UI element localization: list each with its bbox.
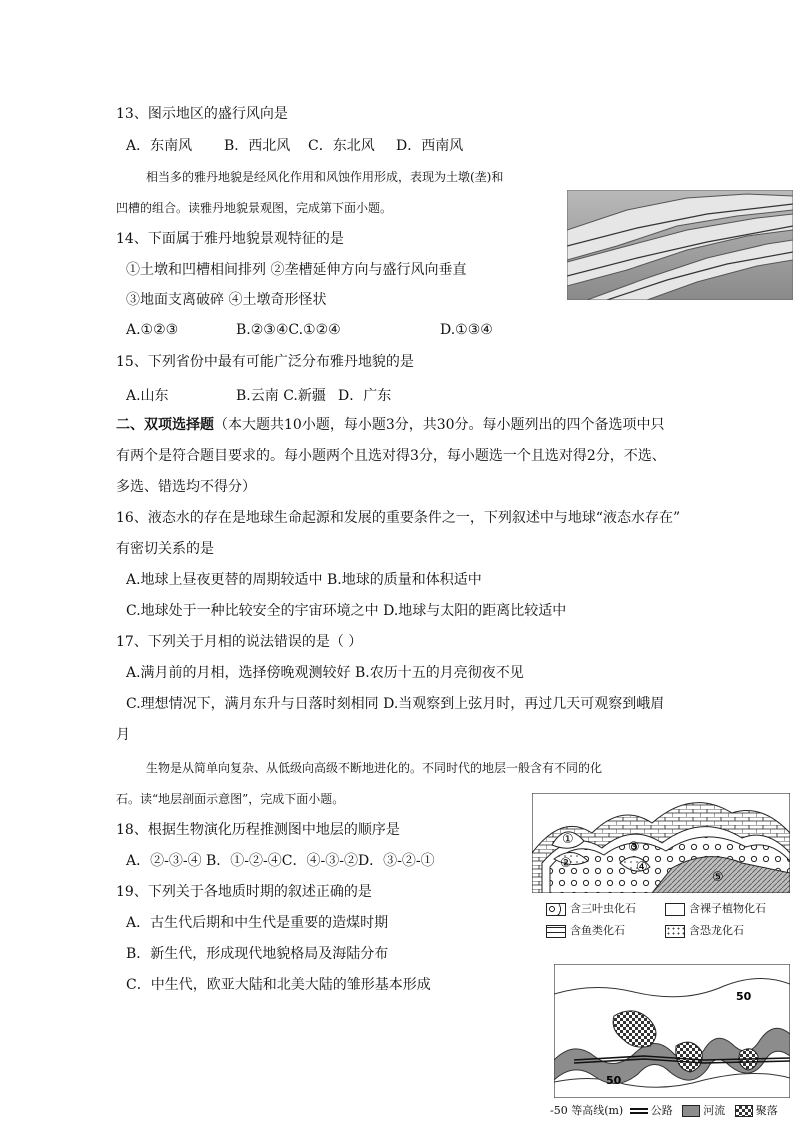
section2-line3: 多选、错选均不得分） — [116, 479, 256, 495]
q18-stem: 18、根据生物演化历程推测图中地层的顺序是 — [116, 822, 400, 838]
legend-settlement: 聚落 — [755, 1104, 778, 1117]
strata-cross-section-figure — [532, 793, 790, 893]
legend-road: 公路 — [650, 1104, 673, 1117]
fish-swatch-icon — [546, 925, 566, 938]
strata-layer-label-1: ① — [562, 832, 574, 847]
q15-stem: 15、下列省份中最有可能广泛分布雅丹地貌的是 — [116, 354, 414, 370]
q16-options-line1[interactable]: A.地球上昼夜更替的周期较适中 B.地球的质量和体积适中 — [126, 572, 482, 588]
section2-line2: 有两个是符合题目要求的。每小题两个且选对得3分，每小题选一个且选对得2分，不选、 — [116, 448, 666, 464]
q14-option-a[interactable]: A.①②③ — [126, 322, 179, 338]
section2-line1 — [116, 416, 665, 434]
yardang-landscape-photo — [567, 190, 793, 300]
strata-intro-line2: 石。读“地层剖面示意图”，完成下面小题。 — [116, 792, 345, 806]
river-swatch-icon — [682, 1105, 700, 1117]
q19-option-a[interactable]: A．古生代后期和中生代是重要的造煤时期 — [126, 915, 389, 931]
q19-option-c[interactable]: C．中生代，欧亚大陆和北美大陆的雏形基本形成 — [126, 977, 431, 993]
yardang-intro-line2: 凹槽的组合。读雅丹地貌景观图，完成第下面小题。 — [116, 201, 393, 215]
strata-layer-label-5: ⑤ — [712, 870, 724, 885]
q13-option-b[interactable]: B．西北风 — [224, 138, 291, 154]
q13-option-d[interactable]: D．西南风 — [396, 138, 464, 154]
q14-item-line2: ③地面支离破碎 ④土墩奇形怪状 — [126, 292, 327, 308]
legend-fish-label: 含鱼类化石 — [570, 924, 625, 937]
q16-stem-line2: 有密切关系的是 — [116, 541, 214, 557]
gymnosperm-swatch-icon — [665, 903, 685, 916]
q15-option-a[interactable]: A.山东 — [126, 388, 169, 404]
q17-stem: 17、下列关于月相的说法错误的是（ ） — [116, 634, 363, 650]
legend-gymnosperm — [665, 900, 766, 916]
river-settlement-map-figure — [554, 964, 790, 1098]
q14-stem: 14、下面属于雅丹地貌景观特征的是 — [116, 231, 344, 247]
legend-dinosaur-label: 含恐龙化石 — [689, 924, 744, 937]
yardang-intro-line1: 相当多的雅丹地貌是经风化作用和风蚀作用形成，表现为土墩(垄)和 — [146, 170, 504, 184]
q14-item-line1: ①土墩和凹槽相间排列 ②垄槽延伸方向与盛行风向垂直 — [126, 262, 467, 278]
strata-layer-label-4: ④ — [636, 860, 648, 875]
q15-option-bc[interactable]: B.云南 C.新疆 — [236, 388, 326, 404]
q16-stem-line1: 16、液态水的存在是地球生命起源和发展的重要条件之一，下列叙述中与地球“液态水存在” — [116, 510, 681, 526]
legend-trilobite — [546, 900, 636, 916]
strata-intro-line1: 生物是从简单向复杂、从低级向高级不断地进化的。不同时代的地层一般含有不同的化 — [146, 761, 603, 775]
legend-fish — [546, 922, 625, 938]
road-line-icon — [630, 1108, 648, 1114]
q17-options-line3: 月 — [116, 727, 130, 743]
legend-contour: -50 等高线(m) — [550, 1104, 624, 1117]
q14-option-d[interactable]: D.①③④ — [440, 322, 493, 338]
q13-stem: 13、图示地区的盛行风向是 — [116, 106, 288, 122]
q19-stem: 19、下列关于各地质时期的叙述正确的是 — [116, 884, 372, 900]
section2-line1-rest: （本大题共10小题，每小题3分，共30分。每小题列出的四个备选项中只 — [214, 417, 665, 433]
contour-label-bottom: 50 — [606, 1074, 622, 1087]
q16-options-line2[interactable]: C.地球处于一种比较安全的宇宙环境之中 D.地球与太阳的距离比较适中 — [126, 603, 567, 619]
section2-heading: 二、双项选择题 — [116, 417, 214, 433]
strata-layer-label-2: ② — [560, 856, 572, 871]
q17-options-line1[interactable]: A.满月前的月相，选择傍晚观测较好 B.农历十五的月亮彻夜不见 — [126, 665, 524, 681]
q19-option-b[interactable]: B．新生代，形成现代地貌格局及海陆分布 — [126, 946, 389, 962]
q15-option-d[interactable]: D．广东 — [338, 388, 392, 404]
q14-option-bc[interactable]: B.②③④C.①②④ — [236, 322, 341, 338]
legend-trilobite-label: 含三叶虫化石 — [570, 902, 636, 915]
strata-layer-label-3: ③ — [628, 840, 640, 855]
q17-options-line2[interactable]: C.理想情况下，满月东升与日落时刻相同 D.当观察到上弦月时，再过几天可观察到峨眉 — [126, 696, 665, 712]
q18-options[interactable]: A．②-③-④ B．①-②-④C．④-③-②D．③-②-① — [126, 853, 435, 869]
contour-label-top: 50 — [736, 990, 752, 1003]
map-legend — [550, 1102, 778, 1118]
trilobite-swatch-icon — [546, 903, 566, 916]
settlement-swatch-icon — [735, 1105, 753, 1117]
legend-dinosaur — [665, 922, 744, 938]
q13-option-a[interactable]: A．东南风 — [126, 138, 193, 154]
legend-river: 河流 — [703, 1104, 726, 1117]
q13-option-c[interactable]: C．东北风 — [308, 138, 375, 154]
dinosaur-swatch-icon — [665, 925, 685, 938]
legend-gymnosperm-label: 含裸子植物化石 — [689, 902, 766, 915]
